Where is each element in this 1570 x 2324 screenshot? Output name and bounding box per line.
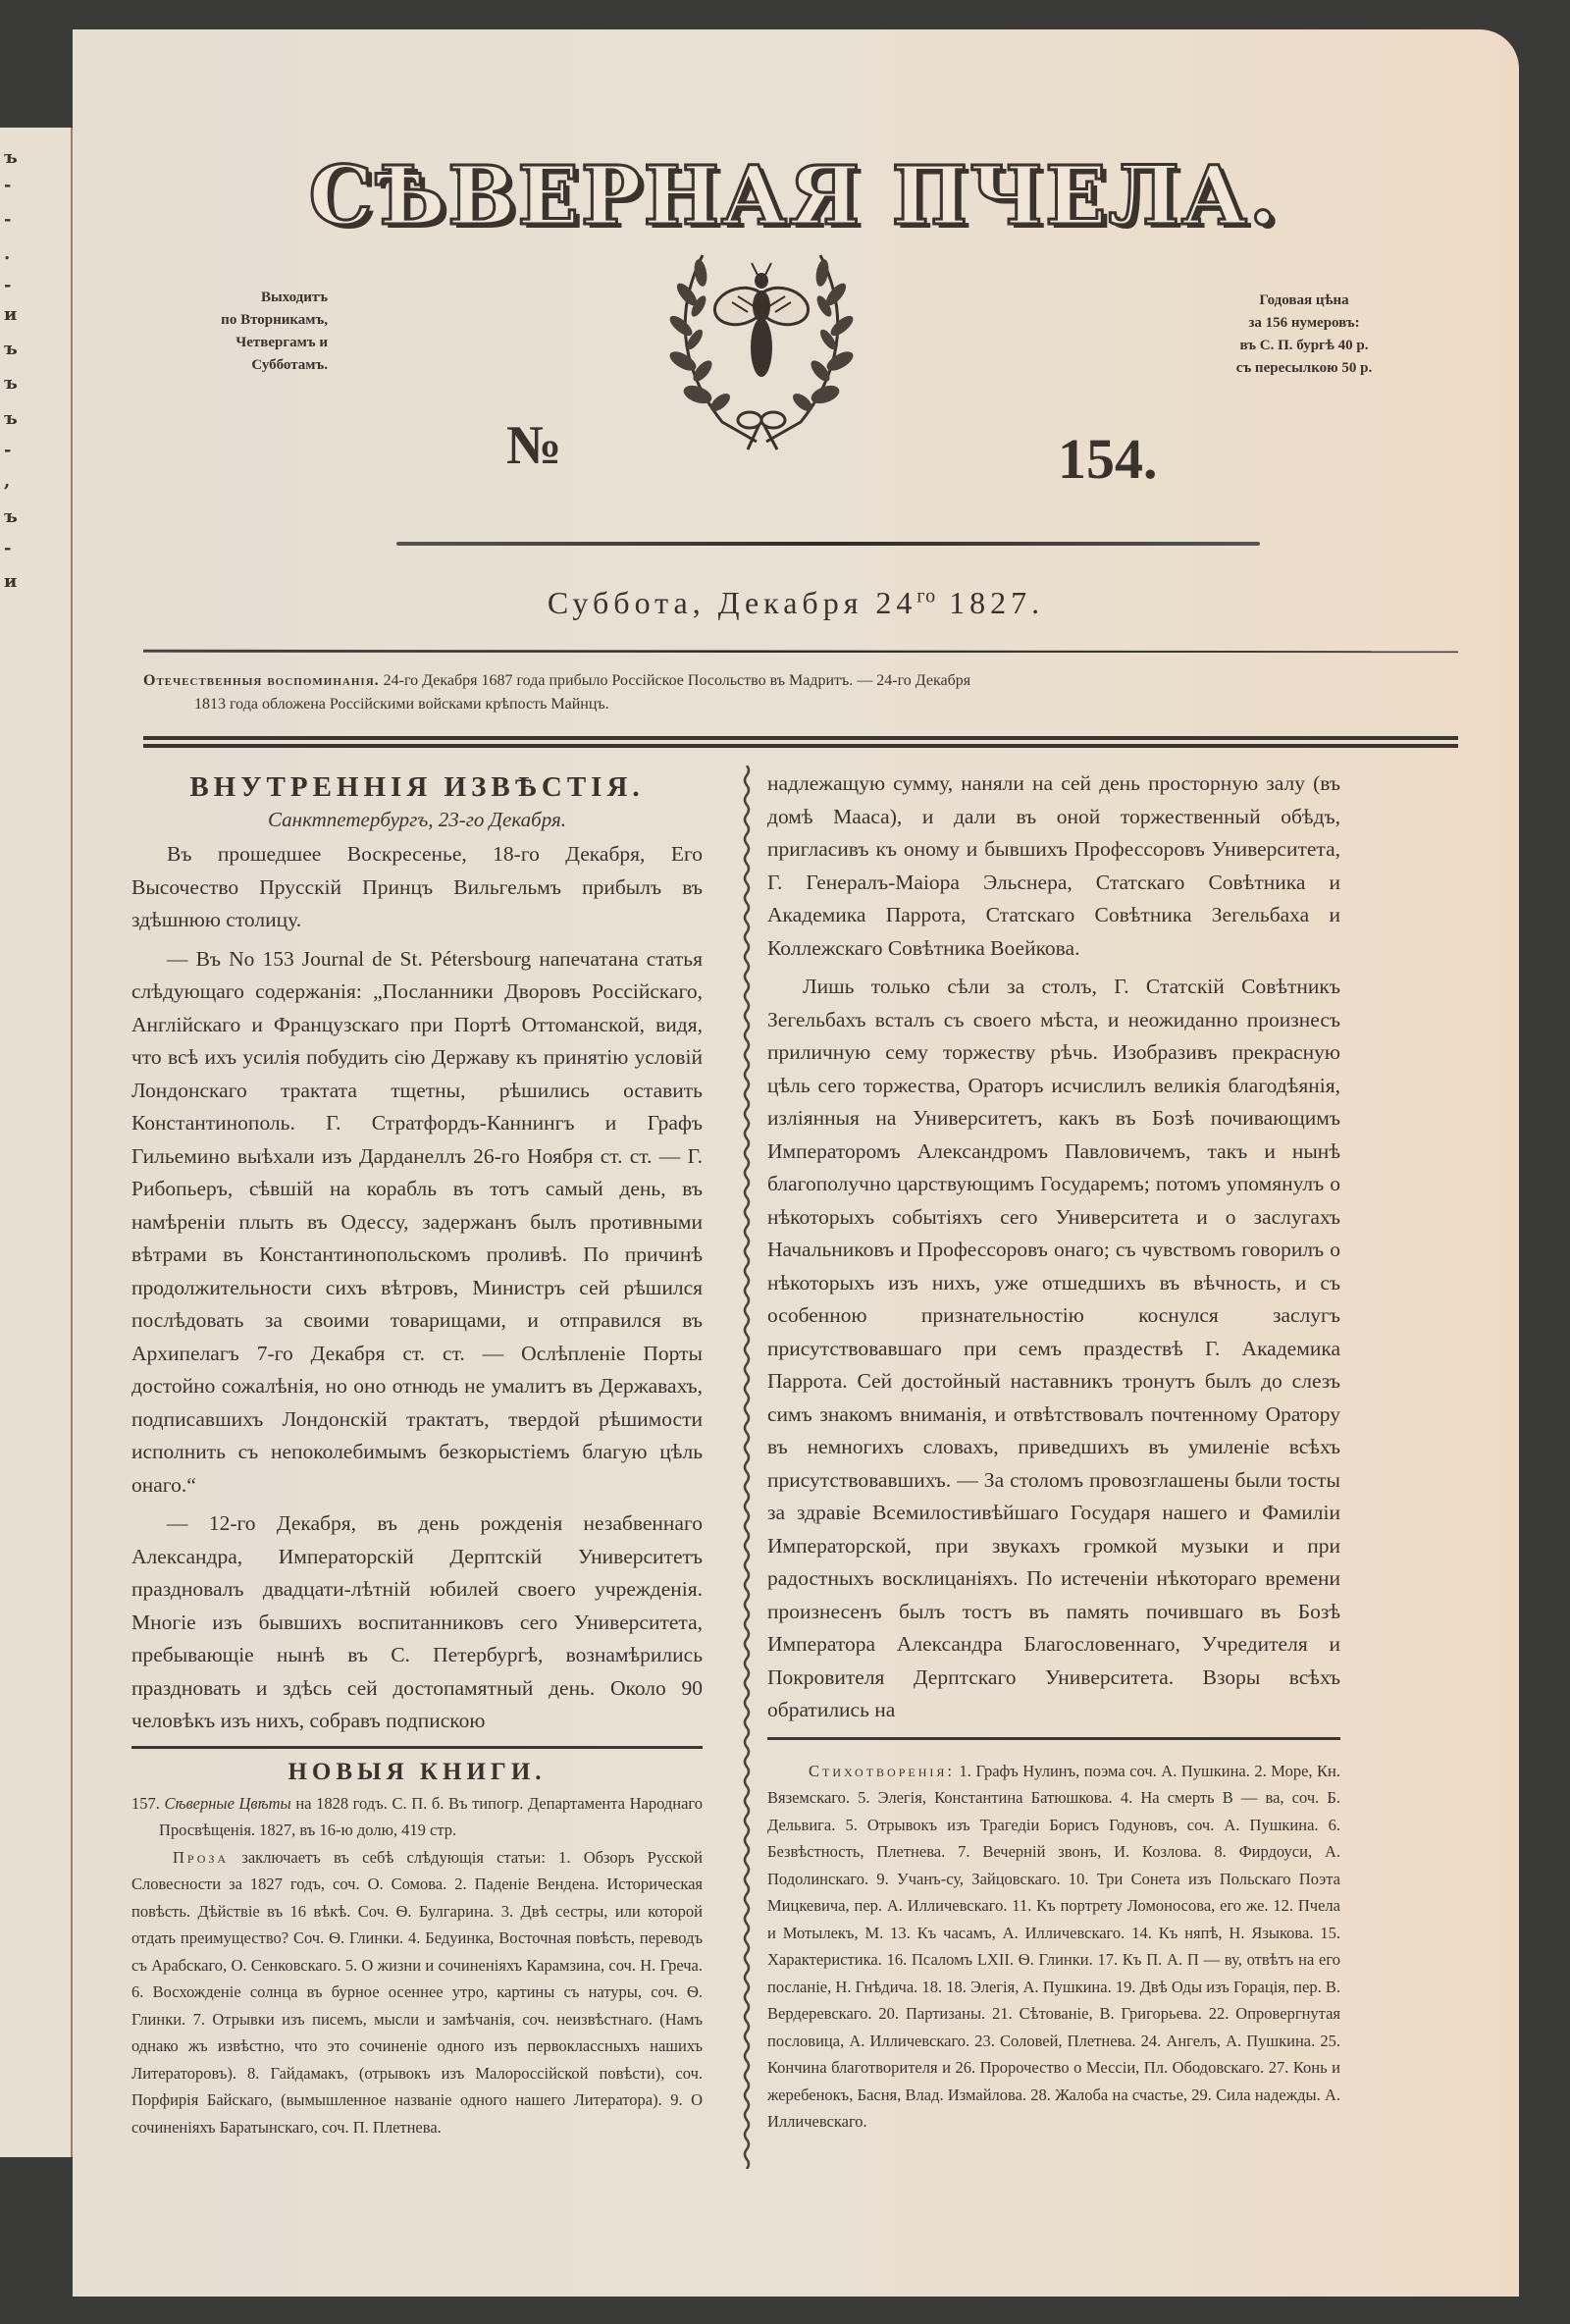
column-rule [131,1746,703,1749]
prose-contents-text: заключаетъ въ себѣ слѣдующія статьи: 1. Обзоръ Русской Словесности за 1827 годъ, соч. О. Сомова. 2. Паденіе Вендена. Историческая повѣсть. Дѣйствіе въ 16 вѣкѣ. Соч. Ѳ. Булгарина. 3. Двѣ сестры, или которой отдать преимущество? Соч. Ѳ. Глинки. 4. Бедуинка, Восточная повѣсть, переводъ съ Арабскаго, О. Сенковскаго. 5. О жизни и сочиненіяхъ Карамзина, соч. Н. Греча. 6. Восхожденіе солнца въ бурное осеннее утро, картины съ натуры, соч. Ѳ. Глинки. 7. Отрывки изъ писемъ, мысли и замѣчанія, соч. неизвѣстнаго. (Намъ однако жъ извѣстно, что это сочиненіе одного изъ первоклассныхъ нашихъ Литераторовъ). 8. Гайдамакъ, (отрывокъ изъ Малороссійской повѣсти), соч. Порфирія Байскаго, (вымышленное названіе одного нашего Литератора). 9. О сочиненіяхъ Баратынскаго, соч. П. Плетнева. [131,1847,704,2137]
book-poems-contents [767,1758,1340,2136]
edge-glyph: - [4,275,12,295]
double-rule [143,736,1458,750]
new-books-heading: НОВЫЯ КНИГИ. [288,1758,547,1785]
dateline-day: 24 [875,585,917,620]
issue-dateline [73,585,1519,621]
publication-schedule [171,287,328,377]
issue-number-sign: № [506,415,562,476]
dateline-day-suffix: го [916,585,937,607]
edge-glyph: - [4,538,12,558]
edge-glyph: - [4,209,12,230]
memorial-line-2: 1813 года обложена Россійскими войсками крѣпость Майнцъ. [194,696,609,713]
schedule-line: Субботамъ. [251,357,328,373]
issue-number: 154. [1058,427,1158,491]
edge-glyph: ъ [4,408,18,429]
domestic-news-heading: ВНУТРЕННІЯ ИЗВѢСТІЯ. [189,771,645,803]
dateline-year: 1827. [949,585,1045,620]
news-continuation-paragraph: Лишь только сѣли за столъ, Г. Статскій Совѣтникъ Зегельбахъ всталъ съ своего мѣста, и неожиданно произнесъ приличную сему торжеству рѣчь. Изобразивъ прекрасную цѣль сего торжества, Ораторъ исчислилъ великія благодѣянія, изліянныя на Университетъ, какъ въ Бозѣ почивающимъ Императоромъ Александромъ Павловичемъ, такъ и нынѣ благополучно царствующимъ Государемъ; потомъ упомянулъ о нѣкоторыхъ событіяхъ сего Университета и о заслугахъ Начальниковъ и Профессоровъ онаго; съ чувствомъ говорилъ о нѣкоторыхъ изъ нихъ, уже отшедшихъ въ вѣчность, и съ особенною признательностію коснулся заслугъ присутствовавшаго при семъ праздествѣ Г. Академика Паррота. Сей достойный наставникъ тронутъ былъ до слезъ симъ знакомъ вниманія, и отвѣтствовалъ почтенному Оратору въ немногихъ словахъ, приведшихъ въ умиленіе всѣхъ присутствовавшихъ. — За столомъ провозглашены были тосты за здравіе Всемилостивѣйшаго Государя нашего и Фамиліи Императорской, при звукахъ громкой музыки и при радостныхъ восклицаніяхъ. По истеченіи нѣкотораго времени произнесенъ былъ тостъ въ память почившаго въ Бозѣ Императора Александра Благословеннаго, Учредителя и Покровителя Дерптскаго Университета. Взоры всѣхъ обратились на [767,975,1340,1721]
memorial-label: Отечественныя воспоминанія. [143,672,380,689]
prose-label: Проза [173,1847,230,1867]
price-line: съ пересылкою 50 р. [1235,360,1373,376]
dateline-weekday: Суббота, [547,585,706,620]
edge-glyph: - [4,440,12,460]
news-paragraph: — 12-го Декабря, въ день рожденія незабвеннаго Александра, Императорскій Дерптскій Университетъ праздновалъ двадцати-лѣтній юбилей своего учрежденія. Многіе изъ бывшихъ воспитанниковъ сего Университета, пребывающіе нынѣ въ С. Петербургѣ, вознамѣрились праздновать и здѣсь сей достопамятный день. Около 90 человѣкъ изъ нихъ, собравъ подпискою [131,1511,703,1732]
edge-glyph: ъ [4,339,18,359]
schedule-line: по Вторникамъ, [221,312,328,328]
edge-glyph: ъ [4,147,18,168]
subscription-price [1177,290,1432,380]
book-entry-number: 157. [131,1793,160,1813]
news-paragraph: Въ прошедшее Воскресенье, 18-го Декабря, Его Высочество Прусскій Принцъ Вильгельмъ прибылъ въ здѣшнюю столицу. [131,842,703,931]
edge-glyph: - [4,175,12,195]
edge-glyph: , [4,471,11,492]
memorial-text: 24-го Декабря 1687 года прибыло Россійское Посольство въ Мадритъ. — 24-го Декабря [383,672,971,689]
column-rule [767,1737,1340,1740]
masthead-rule [396,542,1260,546]
column-divider [742,766,752,2169]
masthead-title: СѢВЕРНАЯ ПЧЕЛА. [308,149,1280,243]
poems-label: Стихотворенія: [809,1761,955,1780]
edge-glyph: ъ [4,373,18,394]
right-column [767,767,1340,2136]
news-continuation-paragraph: надлежащую сумму, наняли на сей день просторную залу (въ домѣ Мааса), и дали въ оной торжественный обѣдъ, пригласивъ къ оному и бывшихъ Профессоровъ Университета, Г. Генералъ-Маіора Эльснера, Статскаго Совѣтника и Академика Паррота, Статскаго Совѣтника Зегельбаха и Коллежскаго Совѣтника Воейкова. [767,771,1340,960]
patriotic-memorial-notice [143,669,1458,716]
edge-glyph: и [4,571,18,592]
newspaper-page [73,29,1519,2297]
poems-contents-text: 1. Графъ Нулинъ, поэма соч. А. Пушкина. 2. Море, Кн. Вяземскаго. 5. Элегія, Константина Батюшкова. 4. На смерть В — ва, соч. Б. Дельвига. 5. Отрывокъ изъ Трагедіи Борисъ Годуновъ, соч. А. Пушкина. 6. Безвѣстность, Плетнева. 7. Вечерній звонъ, И. Козлова. 8. Фирдоуси, А. Подолинскаго. 9. Учанъ-су, Зайцовскаго. 10. Три Сонета изъ Польскаго Поэта Мицкевича, пер. А. Илличевскаго. 11. Къ портрету Ломоносова, его же. 12. Пчела и Мотылекъ, М. 13. Къ часамъ, А. Илличевскаго. 14. Къ няпѣ, Н. Языкова. 15. Характеристика. 16. Псаломъ LXII. Ѳ. Глинки. 17. Къ П. А. П — ву, отвѣтъ на его посланіе, Н. Гнѣдича. 18. 18. Элегія, А. Пушкина. 19. Двѣ Оды изъ Горація, пер. В. Вердеревскаго. 20. Партизаны. 21. Сѣтованіе, В. Григорьева. 22. Опровергнутая пословица, А. Илличевскаго. 23. Соловей, Плетнева. 24. Ангелъ, А. Пушкина. 25. Кончина благотворителя и 26. Пророчество о Мессіи, Пл. Ободовскаго. 27. Конь и жеребенокъ, Басня, Влад. Измайлова. 28. Жалоба на счастье, 29. Сила надежды. А. Илличевскаго. [767,1761,1341,2131]
domestic-news-dateline: Санктпетербургъ, 23-го Декабря. [268,808,566,831]
book-prose-contents [131,1844,703,2141]
dateline-month: Декабря [717,585,864,620]
facing-page-edge [0,128,73,2157]
book-entry-details: на 1828 годъ. С. П. б. Въ типогр. Департамента Народнаго Просвѣщенія. 1827, въ 16-ю долю, 419 стр. [159,1793,704,1839]
edge-glyph: . [4,243,11,264]
price-line: Годовая цѣна [1259,292,1349,308]
schedule-line: Выходитъ [260,290,328,305]
book-entry [131,1790,703,1844]
edge-glyph: и [4,304,18,325]
book-entry-title: Сѣверные Цвѣты [164,1793,291,1813]
memorial-line-1 [143,669,1458,693]
schedule-line: Четвергамъ и [236,335,328,350]
bee-wreath-emblem-icon [585,245,938,451]
left-column [131,767,703,2140]
price-line: за 156 нумеровъ: [1248,315,1360,331]
edge-glyph: ъ [4,506,18,527]
section-rule [143,648,1458,654]
news-paragraph: — Въ No 153 Journal de St. Pétersbourg напечатана статья слѣдующаго содержанія: „Посланники Дворовъ Россійскаго, Англійскаго и Французскаго при Портѣ Оттоманской, видя, что всѣ ихъ усилія побудить сію Державу къ принятію условій Лондонскаго трактата тщетны, рѣшились оставить Константинополь. Г. Стратфордъ-Каннингъ и Графъ Гильемино выѣхали изъ Дарданеллъ 26-го Ноября ст. ст. — Г. Рибопьеръ, сѣвшій на корабль въ тотъ самый день, въ намѣреніи плыть въ Одессу, задержанъ былъ противными вѣтрами въ Константинопольскомъ проливѣ. По причинѣ продолжительности сихъ вѣтровъ, Министръ сей рѣшился послѣдовать за своими товарищами, и отправился въ Архипелагъ 7-го Декабря ст. ст. — Ослѣпленіе Порты достойно сожалѣнія, но оно отнюдь не умалитъ въ Державахъ, подписавшихъ Лондонскій трактатъ, твердой рѣшимости исполнить съ непоколебимымъ безкорыстіемъ благую цѣль онаго.“ [131,946,703,1497]
price-line: въ С. П. бургѣ 40 р. [1239,338,1369,353]
